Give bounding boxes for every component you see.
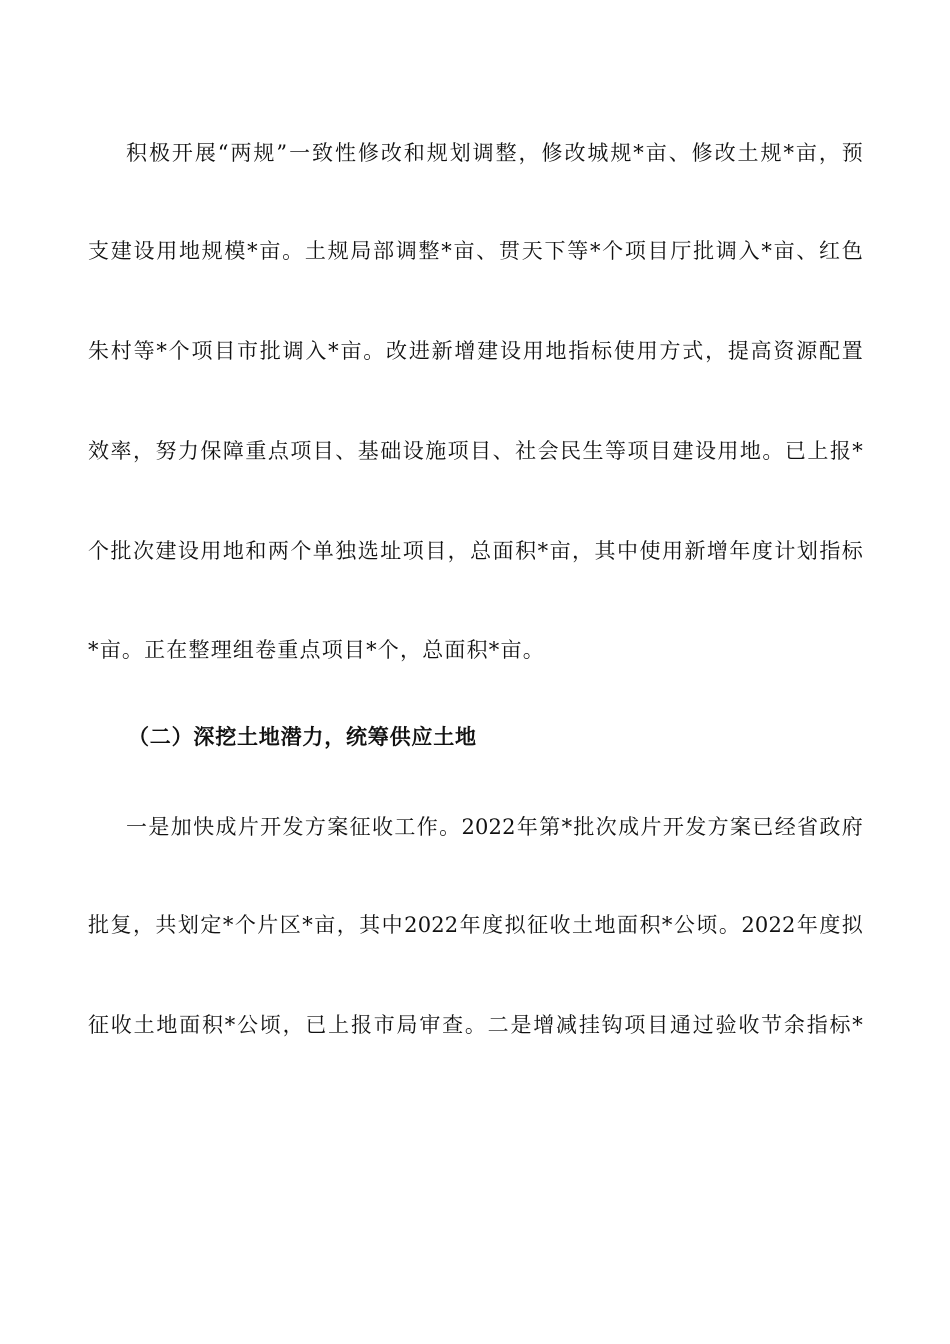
- paragraph-2-line-3: 征收土地面积*公顷，已上报市局审查。二是增减挂钩项目通过验收节余指标*: [88, 1013, 863, 1037]
- paragraph-1-line-6: *亩。正在整理组卷重点项目*个，总面积*亩。: [88, 638, 545, 662]
- paragraph-2-line-2: 批复，共划定*个片区*亩，其中2022年度拟征收土地面积*公顷。2022年度拟: [88, 913, 863, 937]
- paragraph-1-line-3: 朱村等*个项目市批调入*亩。改进新增建设用地指标使用方式，提高资源配置: [88, 339, 863, 363]
- paragraph-1-line-4: 效率，努力保障重点项目、基础设施项目、社会民生等项目建设用地。已上报*: [88, 439, 863, 463]
- paragraph-1-line-1: 积极开展“两规”一致性修改和规划调整，修改城规*亩、修改土规*亩，预: [126, 141, 863, 165]
- paragraph-2-line-1: 一是加快成片开发方案征收工作。2022年第*批次成片开发方案已经省政府: [126, 815, 863, 839]
- paragraph-1-line-5: 个批次建设用地和两个单独选址项目，总面积*亩，其中使用新增年度计划指标: [88, 539, 863, 563]
- section-heading: （二）深挖土地潜力，统筹供应土地: [128, 725, 477, 749]
- paragraph-1-line-2: 支建设用地规模*亩。土规局部调整*亩、贯天下等*个项目厅批调入*亩、红色: [88, 239, 863, 263]
